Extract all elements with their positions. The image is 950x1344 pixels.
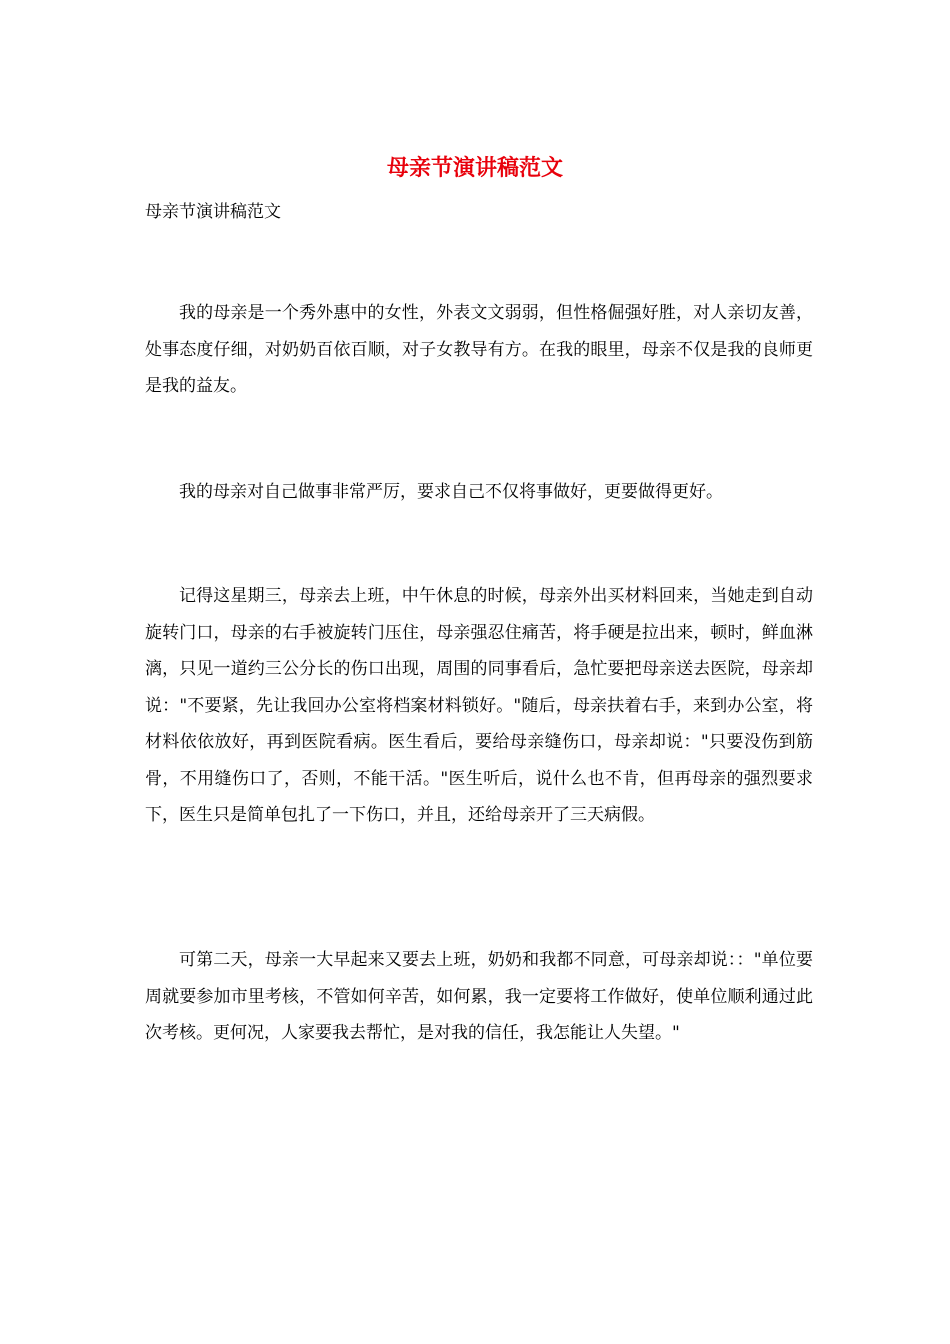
paragraph-3: 记得这星期三，母亲去上班，中午休息的时候，母亲外出买材料回来，当她走到自动旋转门口，母亲的右手被旋转门压住，母亲强忍住痛苦，将手硬是拉出来，顿时，鲜血淋漓，只见一道约三公分长的伤口出现，周围的同事看后，急忙要把母亲送去医院，母亲却说："不要紧，先让我回办公室将档案材料锁好。"随后，母亲扶着右手，来到办公室，将材料依依放好，再到医院看病。医生看后，要给母亲缝伤口，母亲却说："只要没伤到筋骨，不用缝伤口了，否则，不能干活。"医生听后，说什么也不肯，但再母亲的强烈要求下，医生只是简单包扎了一下伤口，并且，还给母亲开了三天病假。	[145, 586, 813, 825]
paragraph-1: 我的母亲是一个秀外惠中的女性，外表文文弱弱，但性格倔强好胜，对人亲切友善，处事态度仔细，对奶奶百依百顺，对子女教导有方。在我的眼里，母亲不仅是我的良师更是我的益友。	[145, 303, 813, 396]
paragraph-4: 可第二天，母亲一大早起来又要去上班，奶奶和我都不同意，可母亲却说：："单位要周就要参加市里考核，不管如何辛苦，如何累，我一定要将工作做好，使单位顺利通过此次考核。更何况，人家要我去帮忙，是对我的信任，我怎能让人失望。"	[145, 950, 813, 1043]
document-subtitle: 母亲节演讲稿范文	[145, 202, 281, 222]
document-title: 母亲节演讲稿范文	[386, 155, 563, 181]
paragraph-2: 我的母亲对自己做事非常严厉，要求自己不仅将事做好，更要做得更好。	[179, 482, 723, 502]
